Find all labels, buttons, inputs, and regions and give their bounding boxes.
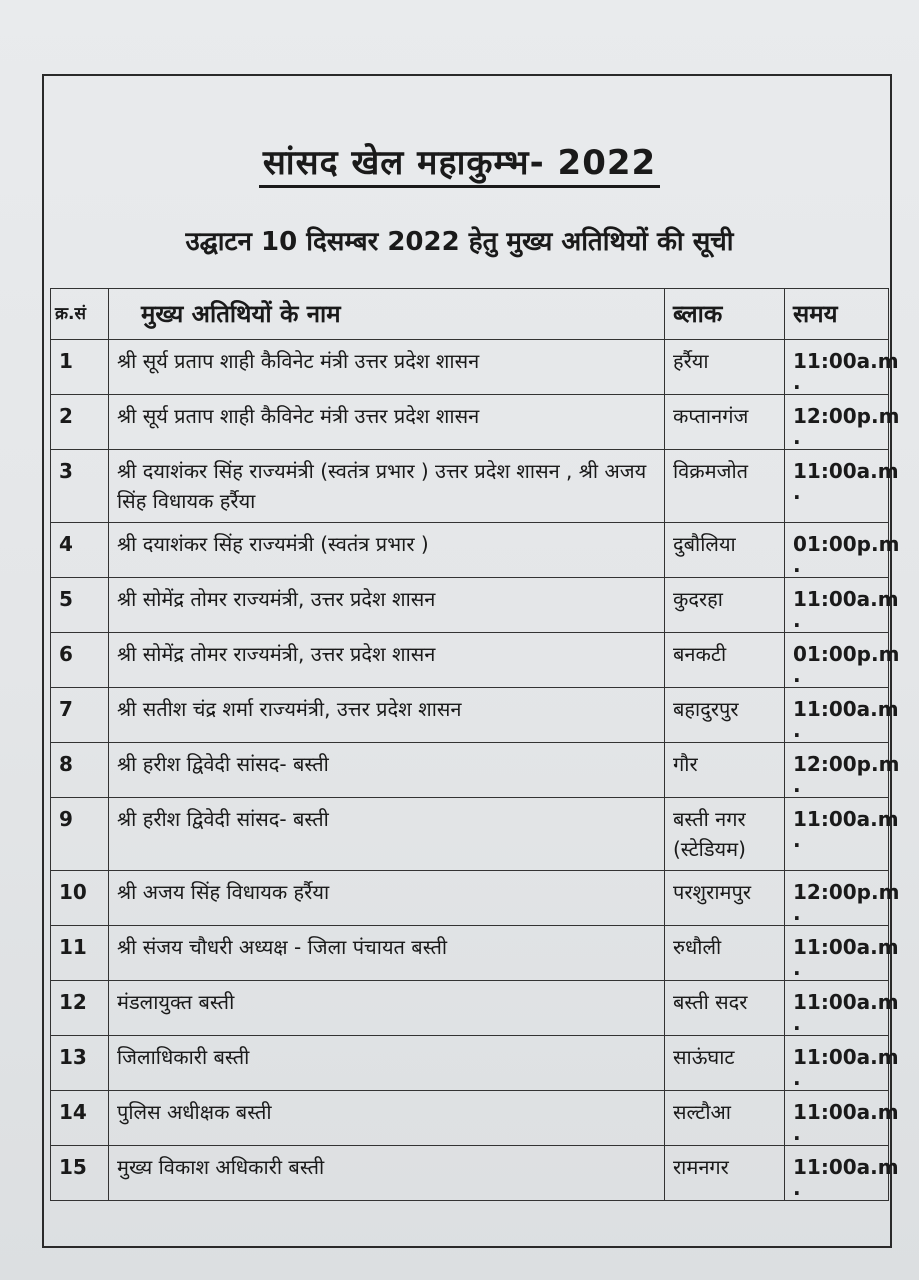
row-number: 11 — [51, 926, 109, 981]
time-trailing-dot: . — [793, 1066, 801, 1090]
table-row — [51, 578, 889, 633]
block-name: दुबौलिया — [665, 523, 785, 578]
guest-name: श्री दयाशंकर सिंह राज्यमंत्री (स्वतंत्र प्रभार ) — [109, 523, 665, 578]
header-time: समय — [785, 289, 889, 340]
block-name: रुधौली — [665, 926, 785, 981]
guest-name: श्री संजय चौधरी अध्यक्ष - जिला पंचायत बस्ती — [109, 926, 665, 981]
time-trailing-dot: . — [793, 370, 801, 394]
guest-name: श्री सोमेंद्र तोमर राज्यमंत्री, उत्तर प्रदेश शासन — [109, 578, 665, 633]
table-row — [51, 340, 889, 395]
block-name: कप्तानगंज — [665, 395, 785, 450]
time-value: 11:00a.m — [793, 697, 899, 721]
event-time — [785, 340, 899, 395]
time-value: 11:00a.m — [793, 349, 899, 373]
row-number: 13 — [51, 1036, 109, 1091]
row-number: 8 — [51, 743, 109, 798]
event-time — [785, 1146, 899, 1201]
time-value: 11:00a.m — [793, 1045, 899, 1069]
event-time — [785, 1036, 899, 1091]
header-sn: क्र.सं — [51, 289, 109, 340]
event-time — [785, 743, 900, 798]
table-row — [51, 798, 889, 871]
time-value: 12:00p.m — [793, 752, 900, 776]
row-number: 12 — [51, 981, 109, 1036]
block-name: साऊंघाट — [665, 1036, 785, 1091]
guest-name: श्री सोमेंद्र तोमर राज्यमंत्री, उत्तर प्रदेश शासन — [109, 633, 665, 688]
guest-name: मंडलायुक्त बस्ती — [109, 981, 665, 1036]
table-row — [51, 871, 889, 926]
event-time — [785, 688, 899, 743]
row-number: 9 — [51, 798, 109, 871]
time-value: 11:00a.m — [793, 990, 899, 1014]
guest-name: मुख्य विकाश अधिकारी बस्ती — [109, 1146, 665, 1201]
time-trailing-dot: . — [793, 1011, 801, 1035]
event-time — [785, 798, 899, 871]
guest-name: श्री सतीश चंद्र शर्मा राज्यमंत्री, उत्तर प्रदेश शासन — [109, 688, 665, 743]
guest-name: श्री सूर्य प्रताप शाही कैविनेट मंत्री उत्तर प्रदेश शासन — [109, 340, 665, 395]
row-number: 6 — [51, 633, 109, 688]
event-time — [785, 871, 900, 926]
guest-list-table — [50, 288, 900, 1201]
event-time — [785, 633, 900, 688]
time-value: 01:00p.m — [793, 532, 900, 556]
row-number: 3 — [51, 450, 109, 523]
event-time — [785, 981, 899, 1036]
page-title — [0, 138, 919, 184]
row-number: 14 — [51, 1091, 109, 1146]
time-value: 01:00p.m — [793, 642, 900, 666]
time-trailing-dot: . — [793, 480, 801, 504]
time-trailing-dot: . — [793, 901, 801, 925]
block-name: बस्ती नगर (स्टेडियम) — [665, 798, 785, 871]
guest-name: श्री सूर्य प्रताप शाही कैविनेट मंत्री उत्तर प्रदेश शासन — [109, 395, 665, 450]
guest-name: श्री हरीश द्विवेदी सांसद- बस्ती — [109, 743, 665, 798]
row-number: 15 — [51, 1146, 109, 1201]
table-row — [51, 743, 889, 798]
time-trailing-dot: . — [793, 608, 801, 632]
block-name: सल्टौआ — [665, 1091, 785, 1146]
block-name: कुदरहा — [665, 578, 785, 633]
guest-name: जिलाधिकारी बस्ती — [109, 1036, 665, 1091]
table-row — [51, 450, 889, 523]
table-row — [51, 1146, 889, 1201]
row-number: 1 — [51, 340, 109, 395]
event-time — [785, 395, 900, 450]
row-number: 10 — [51, 871, 109, 926]
time-trailing-dot: . — [793, 425, 801, 449]
block-name: विक्रमजोत — [665, 450, 785, 523]
guest-name: श्री अजय सिंह विधायक हर्रैया — [109, 871, 665, 926]
event-time — [785, 523, 900, 578]
header-name: मुख्य अतिथियों के नाम — [109, 289, 665, 340]
event-time — [785, 578, 899, 633]
block-name: परशुरामपुर — [665, 871, 785, 926]
row-number: 4 — [51, 523, 109, 578]
time-value: 12:00p.m — [793, 404, 900, 428]
time-value: 11:00a.m — [793, 587, 899, 611]
time-trailing-dot: . — [793, 718, 801, 742]
page-subtitle: उद्घाटन 10 दिसम्बर 2022 हेतु मुख्य अतिथियों की सूची — [185, 227, 734, 257]
time-value: 11:00a.m — [793, 1100, 899, 1124]
time-value: 12:00p.m — [793, 880, 900, 904]
title-text: सांसद खेल महाकुम्भ- 2022 — [259, 143, 660, 188]
time-value: 11:00a.m — [793, 935, 899, 959]
table-row — [51, 1036, 889, 1091]
block-name: बनकटी — [665, 633, 785, 688]
table-row — [51, 981, 889, 1036]
event-time — [785, 450, 899, 523]
table-row — [51, 926, 889, 981]
block-name: हर्रैया — [665, 340, 785, 395]
table-body — [51, 340, 900, 1201]
table-row — [51, 395, 889, 450]
row-number: 7 — [51, 688, 109, 743]
header-block: ब्लाक — [665, 289, 785, 340]
time-trailing-dot: . — [793, 1176, 801, 1200]
guest-name: श्री हरीश द्विवेदी सांसद- बस्ती — [109, 798, 665, 871]
guest-name: पुलिस अधीक्षक बस्ती — [109, 1091, 665, 1146]
block-name: गौर — [665, 743, 785, 798]
table-row — [51, 633, 889, 688]
block-name: बहादुरपुर — [665, 688, 785, 743]
table-row — [51, 1091, 889, 1146]
time-value: 11:00a.m — [793, 807, 899, 831]
time-trailing-dot: . — [793, 956, 801, 980]
row-number: 2 — [51, 395, 109, 450]
guest-name: श्री दयाशंकर सिंह राज्यमंत्री (स्वतंत्र प्रभार ) उत्तर प्रदेश शासन , श्री अजय सिंह विधायक हर्रैया — [109, 450, 665, 523]
time-trailing-dot: . — [793, 828, 801, 852]
time-trailing-dot: . — [793, 553, 801, 577]
block-name: रामनगर — [665, 1146, 785, 1201]
time-value: 11:00a.m — [793, 459, 899, 483]
event-time — [785, 1091, 899, 1146]
time-value: 11:00a.m — [793, 1155, 899, 1179]
time-trailing-dot: . — [793, 773, 801, 797]
table-row — [51, 523, 889, 578]
table-header-row — [51, 289, 889, 340]
event-time — [785, 926, 899, 981]
time-trailing-dot: . — [793, 663, 801, 687]
time-trailing-dot: . — [793, 1121, 801, 1145]
row-number: 5 — [51, 578, 109, 633]
table-row — [51, 688, 889, 743]
block-name: बस्ती सदर — [665, 981, 785, 1036]
